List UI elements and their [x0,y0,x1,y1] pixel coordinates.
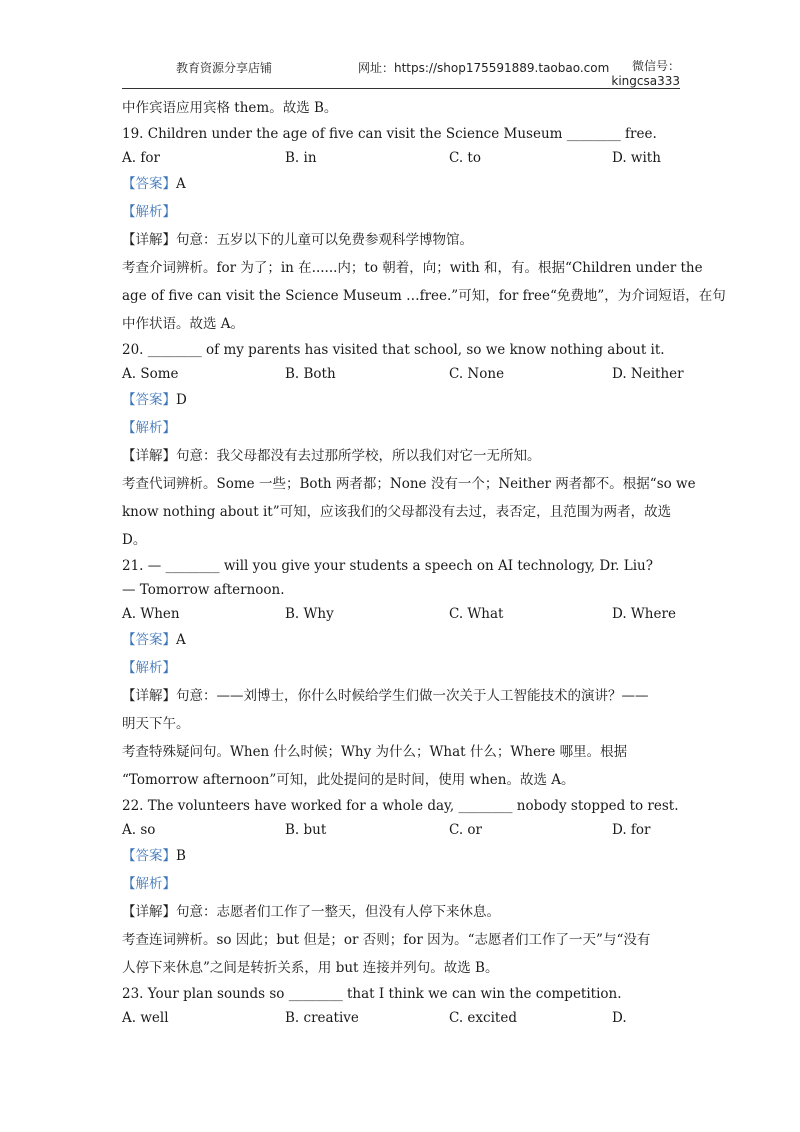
analysis-tag: 【解析】 [122,660,176,676]
question-stem: 21. — ________ will you give your students a speech on AI technology, Dr. Liu? [122,558,653,574]
option-c: C. or [449,822,483,838]
explain-line: 考查代词辨析。Some 一些；Both 两者都；None 没有一个；Neither 两者都不。根据“so we [122,476,696,492]
header-website: 网址：https://shop175591889.taobao.com [358,61,610,75]
question-19 [122,122,726,338]
detail-tag: 【详解】 [122,904,176,920]
option-c: C. What [449,606,504,622]
header-wechat [611,59,680,89]
detail-tag: 【详解】 [122,232,176,248]
explain-line: D。 [122,532,147,548]
option-c: C. None [449,366,505,382]
answer-line [122,386,682,414]
detail-text: 句意：五岁以下的儿童可以免费参观科学博物馆。 [176,232,473,248]
detail-line [122,898,682,926]
answer-line [122,170,682,198]
explain-line: know nothing about it”可知，应该我们的父母都没有去过，表否定，且范围为两者，故选 [122,504,672,520]
analysis-tag: 【解析】 [122,204,176,220]
option-d: D. Neither [612,366,684,382]
analysis-tag: 【解析】 [122,420,176,436]
option-c: C. excited [449,1010,517,1026]
option-d: D. [612,1010,627,1026]
header-wechat-label: 微信号： [631,59,680,73]
detail-line [122,226,682,254]
detail-text: 句意：——刘博士，你什么时候给学生们做一次关于人工智能技术的演讲？—— [176,688,649,704]
detail-line [122,442,682,470]
detail-tag: 【详解】 [122,688,176,704]
options-row [122,146,682,170]
detail-line-continued: 明天下午。 [122,716,190,732]
analysis-tag: 【解析】 [122,876,176,892]
answer-tag: 【答案】 [122,176,176,192]
option-d: D. with [612,150,661,166]
option-b: B. in [285,150,317,166]
options-row [122,1006,682,1030]
question-20 [122,338,696,554]
question-stem: 19. Children under the age of five can visit the Science Museum ________ free. [122,126,657,142]
answer-value: D [176,392,187,408]
header-divider [122,88,680,89]
options-row [122,602,682,626]
answer-tag: 【答案】 [122,392,176,408]
option-d: D. Where [612,606,676,622]
detail-line [122,682,682,710]
explain-line: 考查连词辨析。so 因此；but 但是；or 否则；for 因为。“志愿者们工作了一天”与“没有 [122,932,651,948]
explain-line: 人停下来休息”之间是转折关系，用 but 连接并列句。故选 B。 [122,960,499,976]
question-23 [122,982,682,1030]
explain-line: age of five can visit the Science Museum …free.”可知，for free“免费地”，为介词短语，在句 [122,288,726,304]
option-a: A. for [122,150,160,166]
option-a: A. Some [122,366,179,382]
option-c: C. to [449,150,481,166]
option-a: A. so [122,822,156,838]
answer-value: A [176,176,186,192]
detail-text: 句意：志愿者们工作了一整天，但没有人停下来休息。 [176,904,500,920]
answer-value: B [176,848,186,864]
explain-line: “Tomorrow afternoon”可知，此处提问的是时间，使用 when。故选 A。 [122,772,575,788]
question-21 [122,554,682,794]
option-b: B. but [285,822,327,838]
explain-line: 考查介词辨析。for 为了；in 在......内；to 朝着，向；with 和，有。根据“Children under the [122,260,703,276]
question-22 [122,794,682,982]
detail-tag: 【详解】 [122,448,176,464]
explain-line: 考查特殊疑问句。When 什么时候；Why 为什么；What 什么；Where 哪里。根据 [122,744,628,760]
option-b: B. creative [285,1010,359,1026]
option-b: B. Both [285,366,336,382]
intro-line: 中作宾语应用宾格 them。故选 B。 [122,100,338,116]
question-stem: 22. The volunteers have worked for a whole day, ________ nobody stopped to rest. [122,798,679,814]
answer-tag: 【答案】 [122,848,176,864]
question-stem: 20. ________ of my parents has visited that school, so we know nothing about it. [122,342,665,358]
detail-text: 句意：我父母都没有去过那所学校，所以我们对它一无所知。 [176,448,541,464]
options-row [122,362,682,386]
option-a: A. When [122,606,180,622]
explain-line: 中作状语。故选 A。 [122,316,245,332]
option-b: B. Why [285,606,334,622]
answer-line [122,626,682,654]
document-body [122,94,726,1030]
answer-value: A [176,632,186,648]
question-stem-reply: — Tomorrow afternoon. [122,582,285,598]
option-d: D. for [612,822,651,838]
answer-line [122,842,682,870]
answer-tag: 【答案】 [122,632,176,648]
header-shop-name: 教育资源分享店铺 [176,61,273,75]
page-header [122,56,680,88]
question-stem: 23. Your plan sounds so ________ that I think we can win the competition. [122,986,622,1002]
option-a: A. well [122,1010,169,1026]
header-wechat-id: kingcsa333 [611,74,680,88]
options-row [122,818,682,842]
